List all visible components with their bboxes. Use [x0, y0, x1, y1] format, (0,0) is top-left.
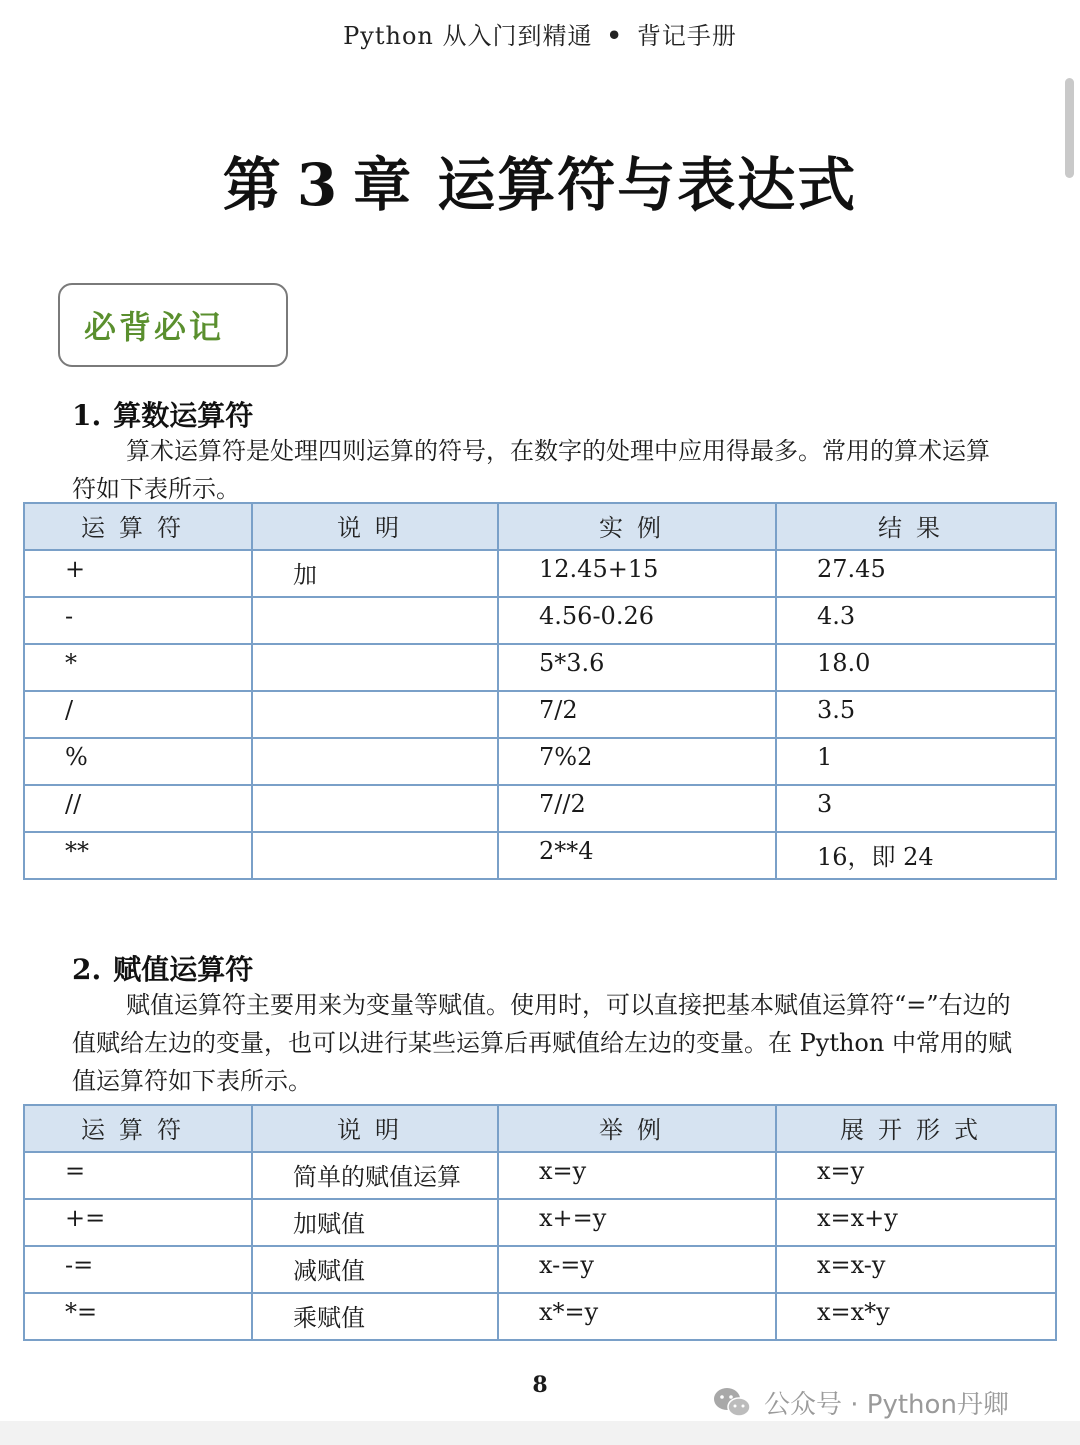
description-cell: 加: [252, 550, 498, 597]
table-row: [24, 691, 1056, 738]
watermark-text: 公众号 · Python丹卿: [764, 1390, 1009, 1420]
operator-cell: /: [24, 691, 252, 738]
section-title: [72, 948, 253, 988]
example-cell: x*=y: [498, 1293, 776, 1340]
column-header: 举例: [498, 1105, 776, 1152]
column-header: 展开形式: [776, 1105, 1056, 1152]
example-cell: 7//2: [498, 785, 776, 832]
description-cell: [252, 832, 498, 879]
section-title: [72, 394, 253, 434]
header-separator: •: [606, 21, 623, 50]
table-header-row: [24, 1105, 1056, 1152]
result-cell: 1: [776, 738, 1056, 785]
example-cell: 7%2: [498, 738, 776, 785]
expanded-form-cell: x=x*y: [776, 1293, 1056, 1340]
example-cell: 7/2: [498, 691, 776, 738]
arithmetic-operators-table: [23, 502, 1057, 880]
chapter-number: 3: [296, 151, 340, 219]
bottom-strip: [0, 1421, 1080, 1445]
watermark: [712, 1384, 1009, 1421]
result-cell: 27.45: [776, 550, 1056, 597]
operator-cell: *: [24, 644, 252, 691]
memo-box: [58, 283, 288, 367]
table-row: [24, 832, 1056, 879]
memo-box-label: 必背必记: [84, 308, 225, 346]
description-cell: [252, 597, 498, 644]
wechat-icon: [712, 1386, 752, 1420]
table-row: [24, 597, 1056, 644]
operator-cell: %: [24, 738, 252, 785]
table-row: [24, 550, 1056, 597]
operator-cell: *=: [24, 1293, 252, 1340]
column-header: 说明: [252, 503, 498, 550]
section-index: 2.: [72, 953, 102, 986]
expanded-form-cell: x=x-y: [776, 1246, 1056, 1293]
chapter-title: [0, 138, 1080, 222]
operator-cell: +: [24, 550, 252, 597]
example-cell: 12.45+15: [498, 550, 776, 597]
section-index: 1.: [72, 399, 102, 432]
description-cell: 加赋值: [252, 1199, 498, 1246]
table-header-row: [24, 503, 1056, 550]
description-cell: 乘赋值: [252, 1293, 498, 1340]
section-paragraph: 赋值运算符主要用来为变量等赋值。使用时，可以直接把基本赋值运算符“=”右边的值赋给左边的变量，也可以进行某些运算后再赋值给左边的变量。在 Python 中常用的赋值运算符如下表所示。: [72, 991, 1012, 1095]
assignment-operators-table: [23, 1104, 1057, 1341]
expanded-form-cell: x=x+y: [776, 1199, 1056, 1246]
chapter-suffix: 章: [353, 151, 414, 219]
column-header: 运算符: [24, 1105, 252, 1152]
operator-cell: //: [24, 785, 252, 832]
operator-cell: =: [24, 1152, 252, 1199]
column-header: 结果: [776, 503, 1056, 550]
operator-cell: +=: [24, 1199, 252, 1246]
page-number: 8: [532, 1372, 548, 1398]
table-row: [24, 785, 1056, 832]
result-cell: 18.0: [776, 644, 1056, 691]
column-header: 说明: [252, 1105, 498, 1152]
example-cell: x-=y: [498, 1246, 776, 1293]
table-row: [24, 1199, 1056, 1246]
result-cell: 4.3: [776, 597, 1056, 644]
expanded-form-cell: x=y: [776, 1152, 1056, 1199]
example-cell: 4.56-0.26: [498, 597, 776, 644]
table-row: [24, 644, 1056, 691]
result-cell: 16，即 24: [776, 832, 1056, 879]
chapter-prefix: 第: [222, 151, 283, 219]
result-cell: 3.5: [776, 691, 1056, 738]
description-cell: 简单的赋值运算: [252, 1152, 498, 1199]
description-cell: [252, 644, 498, 691]
example-cell: x=y: [498, 1152, 776, 1199]
table-row: [24, 1152, 1056, 1199]
description-cell: [252, 738, 498, 785]
table-row: [24, 1246, 1056, 1293]
running-header: [0, 16, 1080, 51]
book-title: Python 从入门到精通: [343, 22, 593, 50]
section-heading: 赋值运算符: [113, 953, 254, 986]
column-header: 实例: [498, 503, 776, 550]
section-paragraph: 算术运算符是处理四则运算的符号，在数字的处理中应用得最多。常用的算术运算符如下表所示。: [72, 437, 990, 503]
book-subtitle: 背记手册: [636, 22, 737, 50]
result-cell: 3: [776, 785, 1056, 832]
table-row: [24, 1293, 1056, 1340]
table-row: [24, 738, 1056, 785]
chapter-name: 运算符与表达式: [437, 151, 858, 219]
section-heading: 算数运算符: [113, 399, 254, 432]
example-cell: 2**4: [498, 832, 776, 879]
operator-cell: **: [24, 832, 252, 879]
description-cell: [252, 785, 498, 832]
example-cell: 5*3.6: [498, 644, 776, 691]
description-cell: [252, 691, 498, 738]
operator-cell: -=: [24, 1246, 252, 1293]
operator-cell: -: [24, 597, 252, 644]
column-header: 运算符: [24, 503, 252, 550]
description-cell: 减赋值: [252, 1246, 498, 1293]
example-cell: x+=y: [498, 1199, 776, 1246]
